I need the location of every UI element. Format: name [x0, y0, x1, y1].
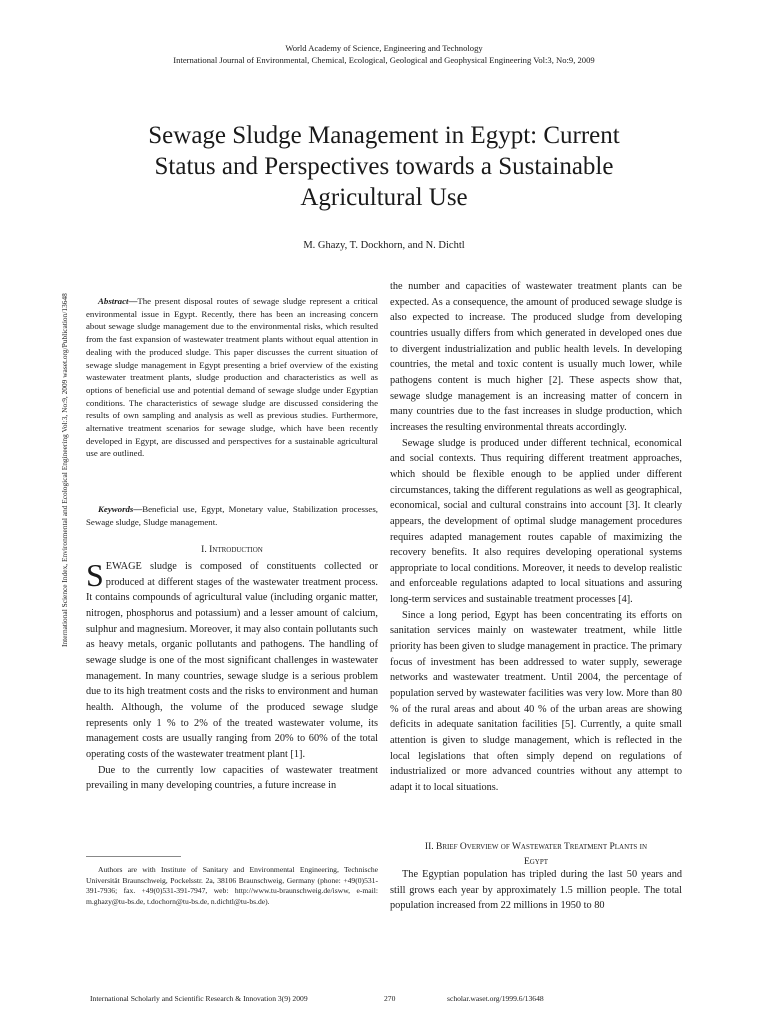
- paper-title: [80, 120, 688, 213]
- right-paragraph-3: Since a long period, Egypt has been concentrating its efforts on sanitation services mainly on wastewater treatment, while little priority has been given to sludge management in practice. The primary focus of investment has been addressed to water supply, sewerage networks and wastewater treatment. Until 2004, the percentage of population served by wastewater facilities was very low. More than 80 % of the rural areas and about 40 % of the urban areas are showing deficits in adequate sanitation facilities [5]. Currently, a quite small attention is given to sludge management, which is reflected in the local legislations that often simply depend on regulations of industrialized or more advanced countries without any attempt to adapt it to local situations.: [390, 609, 682, 793]
- section-2-title-line-1: Brief Overview of Wastewater Treatment Plants in: [435, 842, 648, 852]
- section-2-title-line-2: Egypt: [523, 857, 549, 867]
- section-1-heading: [86, 544, 378, 556]
- section-2-body: [390, 867, 682, 914]
- footnote-rule: [86, 856, 181, 857]
- footer-publisher: International Scholarly and Scientific Research & Innovation 3(9) 2009: [90, 994, 308, 1003]
- abstract-dash: —: [128, 296, 138, 306]
- title-line: Sewage Sludge Management in Egypt: Current: [148, 122, 620, 149]
- intro-paragraph-1-text: EWAGE sludge is composed of constituents collected or produced at different stages of the wastewater treatment process. It contains compounds of agricultural value (including organic matter, nitrogen, phosphorus and potassium) and a lesser amount of calcium, sulphur and magnesium. Moreover, it may also contain pollutants such as heavy metals, organic pollutants and pathogens. The handling of sewage sludge is one of the most significant challenges in wastewater management. In many countries, sewage sludge is a serious problem due to its high treatment costs and the risks to environment and human health. Although, the volume of the produced sewage sludge represents only 1 % to 2% of the treated wastewater volume, its management costs are usually ranging from 20% to 60% of the total operating costs of the wastewater treatment plant [1].: [86, 561, 378, 760]
- footer-url: scholar.waset.org/1999.6/13648: [447, 994, 544, 1003]
- sidebar-index-text: [60, 293, 72, 647]
- footnote-text: Authors are with Institute of Sanitary and Environmental Engineering, Technische Universität Braunschweig, Pockelsstr. 2a, 38106 Braunschweig, Germany (phone: +49(0)531-391-7936; fax. +49(0)531-391-7947, web: http://www.tu-braunschweig.de/isww, e-mail: m.ghazy@tu-bs.de, t.dochorn@tu-bs.de, n.dichtl@tu-bs.de).: [86, 865, 378, 907]
- abstract-label: Abstract: [98, 296, 129, 306]
- right-column-body: [390, 279, 682, 796]
- footer-page-number: 270: [384, 994, 396, 1003]
- intro-paragraph-2: Due to the currently low capacities of wastewater treatment prevailing in many developing countries, a future increase in: [86, 764, 378, 792]
- section-2-paragraph-1: The Egyptian population has tripled during the last 50 years and still grows each year by approximately 1.5 million people. The total population increased from 22 millions in 1950 to 80: [390, 869, 682, 912]
- header-line-2: International Journal of Environmental, Chemical, Ecological, Geological and Geophysical Engineering Vol:3, No:9, 2009: [173, 55, 595, 65]
- header-line-1: World Academy of Science, Engineering and Technology: [285, 43, 483, 53]
- section-1-title: Introduction: [209, 545, 263, 555]
- abstract-text: The present disposal routes of sewage sludge represent a critical environmental issue in Egypt. Recently, there has been an increasing concern about sewage sludge management due to the environmental risks, which resulted from the fast expansion of wastewater treatment plants without equal attention in dealing with the produced sludge. This paper discusses the current situation of sewage sludge management in Egypt presenting a brief overview of the existing wastewater treatment plants, sludge production and characteristics as well as options of beneficial use and potential demand of sewage sludge under Egyptian conditions. The characteristics of sewage sludge are discussed considering the results of own sampling and analysis as well as previous studies. Furthermore, alternative treatment scenarios for sewage sludge, which have been recently developed in Egypt, are discussed and perspectives for a sustainable agricultural use are outlined.: [86, 296, 378, 459]
- right-paragraph-1: the number and capacities of wastewater treatment plants can be expected. As a consequence, the amount of produced sewage sludge is also expected to increase. The produced sludge from developing countries usually differs from which generated in developed ones due to divergent industrialization and public health levels. In developing countries, the metal and toxic content is usually much lower, while pathogens content is much higher [2]. These aspects show that, sewage sludge management is an increasing matter of concern in many countries due to the fast increases in sludge production, which increases the resulting environmental threats accordingly.: [390, 281, 682, 433]
- abstract: [86, 295, 378, 460]
- keywords-dash: —: [133, 504, 143, 514]
- authors: M. Ghazy, T. Dockhorn, and N. Dichtl: [303, 240, 465, 251]
- sidebar-index-label: International Science Index, Environmental and Ecological Engineering Vol:3, No:9, 2009 waset.org/Publication/13648: [60, 293, 69, 647]
- title-line: Status and Perspectives towards a Sustainable: [154, 153, 614, 180]
- journal-header: [0, 42, 768, 66]
- keywords: [86, 503, 378, 528]
- keywords-label: Keywords: [98, 504, 134, 514]
- author-footnote: [86, 865, 378, 908]
- drop-cap: S: [86, 557, 104, 593]
- keywords-text: Beneficial use, Egypt, Monetary value, Stabilization processes, Sewage sludge, Sludge management.: [86, 504, 378, 527]
- section-2-heading: [390, 840, 682, 870]
- intro-paragraph-1: [86, 559, 378, 763]
- right-paragraph-2: Sewage sludge is produced under different technical, economical and social contexts. Thus requiring different treatment approaches, which should be flexible enough to be applied under different circumstances, taking the different regulations as well as geographical, economical, social and cultural constrains into account [3]. It clearly appears, the development of optimal sludge management procedures requires adapted management routes capable of maximizing the recovery benefits. It also requires developing operational systems appropriate to local conditions. Moreover, it needs to develop realistic and enforceable regulations adapted to local situations and assuring long-term services and sustainable treatment processes [4].: [390, 437, 682, 606]
- left-column-body: [86, 559, 378, 794]
- section-2-numeral: II.: [424, 842, 434, 852]
- section-1-numeral: I.: [201, 545, 207, 555]
- title-line: Agricultural Use: [300, 184, 468, 211]
